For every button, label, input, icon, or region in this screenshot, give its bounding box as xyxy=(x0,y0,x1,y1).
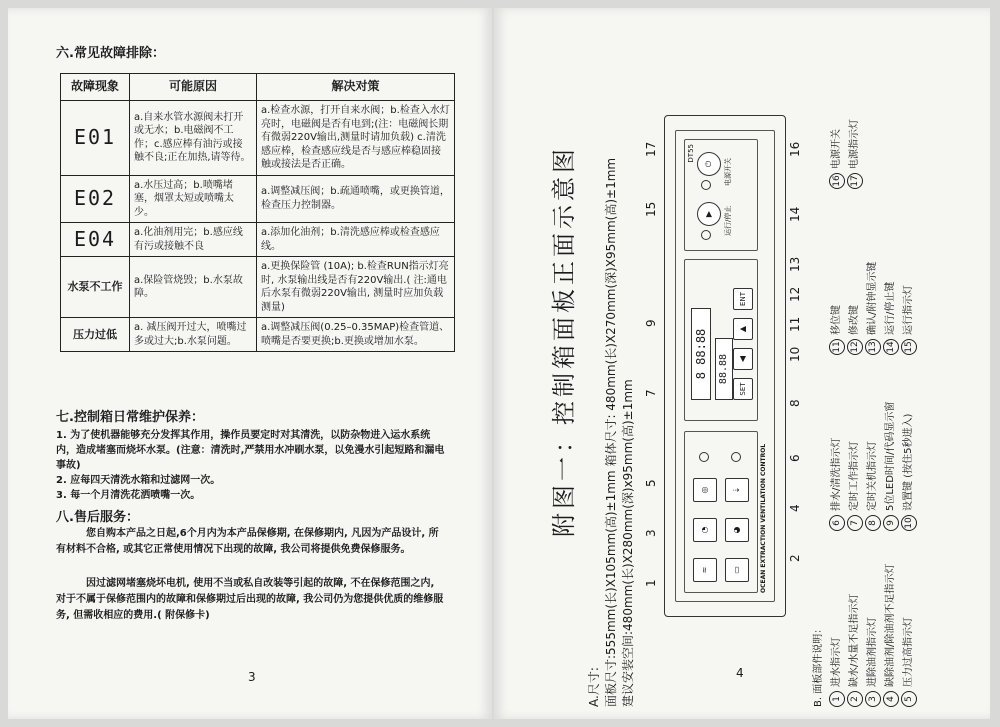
legend-column xyxy=(828,371,918,531)
legend-item: 17电源指示灯 xyxy=(846,69,864,189)
table-row xyxy=(61,257,455,318)
callout-number: 4 xyxy=(788,504,802,512)
water-in-icon: ≈ xyxy=(693,558,717,582)
table-row xyxy=(61,101,455,176)
warranty-paragraph: 因过滤网堵塞烧坏电机, 使用不当或私自改装等引起的故障, 不在保修范围之内, 对于不属于保修范围内的故障和保修期过后出现的故障, 我公司仍为您提供优质的维修服务, 但需收相应的费用.( 附保修卡) xyxy=(56,578,444,621)
fault-symptom: 压力过低 xyxy=(61,318,130,352)
legend-item: 95位LED时间/代码显示窗 xyxy=(882,371,900,531)
left-page xyxy=(8,8,492,719)
figure-title: 附图一：控制箱面板正面示意图 xyxy=(550,145,578,537)
callout-number: 12 xyxy=(788,286,802,302)
col-header-cause: 可能原因 xyxy=(130,74,257,101)
legend-title: B. 面板部件说明： xyxy=(813,623,824,707)
legend-item: 16电源开关 xyxy=(828,69,846,189)
fault-solution: a.添加化油剂；b.清洗感应棒或检查感应线。 xyxy=(257,223,455,257)
table-header-row xyxy=(61,74,455,101)
panel-brand: OCEAN EXTRACTION VENTILATION CONTROL xyxy=(760,443,767,593)
callout-number: 11 xyxy=(788,316,802,332)
legend-column xyxy=(828,205,918,355)
callout-number: 15 xyxy=(644,201,658,217)
run-stop-label: 运行/停止 xyxy=(724,205,732,236)
legend-item: 8定时关机指示灯 xyxy=(864,371,882,531)
legend-item: 7定时工作指示灯 xyxy=(846,371,864,531)
table-row xyxy=(61,223,455,257)
callout-number: 9 xyxy=(644,319,658,327)
legend-column xyxy=(828,547,918,707)
fault-solution: a.检查水源，打开自来水阀；b.检查入水灯亮时，电磁阀是否有电到;(注：电磁阀长期有微弱220V输出,测量时请加负载) c.清洗感应棒，检查感应线是否与感应棒稳固接触或接法是否正确。 xyxy=(257,101,455,176)
legend-item: 4缺除油剂/除油剂不足指示灯 xyxy=(882,547,900,707)
callout-number: 3 xyxy=(644,529,658,537)
size-line: 建议安装空间:480mm(长)X280mm(深)x95mm(高)±1mm xyxy=(621,379,635,707)
callout-number: 5 xyxy=(644,479,658,487)
fault-cause: a.水压过高；b.喷嘴堵塞，烟罩太短或喷嘴太少。 xyxy=(130,175,257,223)
fault-cause: a.自来水管水源阀未打开或无水；b.电磁阀不工作；c.感应棒有油污或接触不良;正在加热,请等待。 xyxy=(130,101,257,176)
legend-columns xyxy=(828,7,918,707)
table-row xyxy=(61,175,455,223)
fault-cause: a.化油剂用完；b.感应线有污或接触不良 xyxy=(130,223,257,257)
legend-item: 1进水指示灯 xyxy=(828,547,846,707)
list-item: 2. 应每四天清洗水箱和过滤网一次。 xyxy=(56,475,221,486)
power-button[interactable]: ⏻ xyxy=(697,152,721,176)
legend-item: 13确认/附钟显示键 xyxy=(864,205,882,355)
callout-number: 7 xyxy=(644,389,658,397)
callout-number: 14 xyxy=(788,206,802,222)
modify-button[interactable]: ▲ xyxy=(733,318,753,340)
callout-number: 17 xyxy=(644,141,658,157)
set-button[interactable]: SET xyxy=(733,378,753,400)
legend-item: 2缺水/水量不足指示灯 xyxy=(846,547,864,707)
run-stop-button[interactable]: ▶ xyxy=(697,202,721,226)
list-item: 3. 每一个月清洗花洒喷嘴一次。 xyxy=(56,490,201,501)
pressure-icon: ◎ xyxy=(693,478,717,502)
shift-button[interactable]: ◀ xyxy=(733,348,753,370)
legend-item: 6排水/清洗指示灯 xyxy=(828,371,846,531)
size-label: A.尺寸: xyxy=(587,667,601,707)
section7-title: 七.控制箱日常维护保养： xyxy=(56,410,204,425)
control-panel xyxy=(664,115,786,617)
callout-number: 6 xyxy=(788,454,802,462)
col-header-symptom: 故障现象 xyxy=(61,74,130,101)
indicator-group xyxy=(684,431,758,593)
legend-item: 5压力过高指示灯 xyxy=(900,547,918,707)
power-label: 电源开关 xyxy=(724,158,732,186)
oil-low-icon: ◕ xyxy=(725,518,749,542)
confirm-button[interactable]: ENT xyxy=(733,288,753,310)
legend-item: 10设置键 (按住5秒进入) xyxy=(900,371,918,531)
section6-title: 六.常见故障排除： xyxy=(56,46,165,61)
model-label: DT55 xyxy=(687,144,695,163)
drain-icon: ⇣ xyxy=(725,478,749,502)
timer-off-led xyxy=(731,452,741,462)
fault-cause: a. 减压阀开过大，喷嘴过多或过大;b.水泵问题。 xyxy=(130,318,257,352)
callout-number: 8 xyxy=(788,399,802,407)
timer-led xyxy=(699,452,709,462)
power-group xyxy=(684,139,758,251)
callout-number: 16 xyxy=(788,141,802,157)
fault-solution: a.调整减压阀；b.疏通喷嘴，或更换管道，检查压力控制器。 xyxy=(257,175,455,223)
oil-in-icon: ◔ xyxy=(693,518,717,542)
size-block xyxy=(586,158,637,707)
legend-item: 11移位键 xyxy=(828,205,846,355)
legend-item: 3进除油剂指示灯 xyxy=(864,547,882,707)
power-led xyxy=(701,180,711,190)
table-row xyxy=(61,318,455,352)
fault-symptom: 水泵不工作 xyxy=(61,257,130,318)
legend xyxy=(810,7,918,707)
run-led xyxy=(701,230,711,240)
fault-code: E04 xyxy=(61,223,130,257)
fault-table xyxy=(60,73,455,352)
control-panel-face xyxy=(675,130,775,602)
page-number: 4 xyxy=(736,666,744,680)
fault-cause: a.保险管烧毁；b.水泵故障。 xyxy=(130,257,257,318)
warranty-paragraph: 您自购本产品之日起,6个月内为本产品保修期, 在保修期内, 凡因为产品设计, 所有材料不合格, 或其它正常使用情况下出现的故障, 我公司将提供免费保修服务。 xyxy=(56,528,439,555)
legend-item: 14运行/停止键 xyxy=(882,205,900,355)
callout-number: 13 xyxy=(788,256,802,272)
fault-solution: a.更换保险管 (10A); b.检查RUN指示灯亮时, 水泵输出线是否有220V输出.( 注:通电后水泵有微弱220V输出, 测量时应加负载测量) xyxy=(257,257,455,318)
display-group xyxy=(684,259,758,421)
section8-title: 八.售后服务： xyxy=(56,510,139,525)
right-page xyxy=(494,8,990,719)
fault-solution: a.调整减压阀(0.25–0.35MAP)检查管道、喷嘴是否要更换;b.更换或增加水泵。 xyxy=(257,318,455,352)
code-display: 88.88 xyxy=(715,338,733,400)
rotated-content xyxy=(494,0,990,727)
fault-code: E01 xyxy=(61,101,130,176)
fault-code: E02 xyxy=(61,175,130,223)
callout-number: 2 xyxy=(788,554,802,562)
maintenance-list xyxy=(56,428,446,503)
callout-number: 1 xyxy=(644,579,658,587)
list-item: 1. 为了使机器能够充分发挥其作用，操作员要定时对其清洗，以防杂物进入运水系统内，造成堵塞而烧坏水泵。(注意：清洗时,严禁用水冲刷水泵，以免漫水引起短路和漏电事故) xyxy=(56,430,445,471)
time-display: 8 88:88 xyxy=(691,308,711,400)
water-low-icon: ▭ xyxy=(725,558,749,582)
legend-column xyxy=(828,69,918,189)
legend-item: 15运行指示灯 xyxy=(900,205,918,355)
size-line: 面板尺寸:555mm(长)X105mm(高)±1mm 箱体尺寸: 480mm(长)X270mm(深)X95mm(高)±1mm xyxy=(604,157,618,707)
legend-item: 12修改键 xyxy=(846,205,864,355)
callout-number: 10 xyxy=(788,346,802,362)
col-header-solution: 解决对策 xyxy=(257,74,455,101)
page-number: 3 xyxy=(248,670,256,684)
